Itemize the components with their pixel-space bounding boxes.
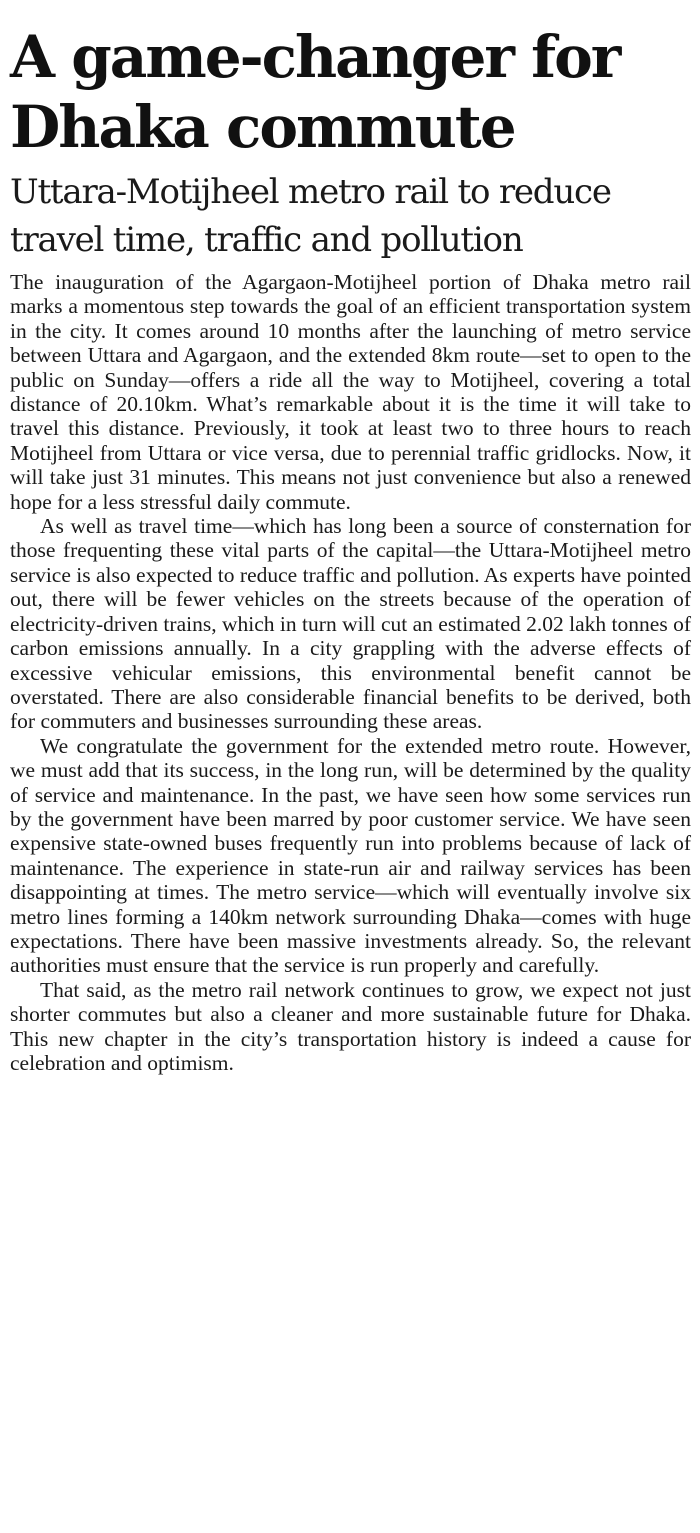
paragraph-4: That said, as the metro rail network continues to grow, we expect not just shorter commutes but also a cleaner and more sustainable future for Dhaka. This new chapter in the city’s transportation history is indeed a cause for celebration and optimism. bbox=[10, 977, 691, 1075]
headline: A game-changer for Dhaka commute bbox=[10, 23, 620, 161]
paragraph-2: As well as travel time—which has long been a source of consternation for those frequenting these vital parts of the capital—the Uttara-Motijheel metro service is also expected to reduce traffic and pollution. As experts have pointed out, there will be fewer vehicles on the streets because of the operation of electricity-driven trains, which in turn will cut an estimated 2.02 lakh tonnes of carbon emissions annually. In a city grappling with the adverse effects of excessive vehicular emissions, this environmental benefit cannot be overstated. There are also considerable financial benefits to be derived, both for commuters and businesses surrounding these areas. bbox=[10, 514, 691, 734]
article-body bbox=[10, 270, 691, 1075]
paragraph-3: We congratulate the government for the extended metro route. However, we must add that its success, in the long run, will be determined by the quality of service and maintenance. In the past, we have seen how some services run by the government have been marred by poor customer service. We have seen expensive state-owned buses frequently run into problems because of lack of maintenance. The experience in state-run air and railway services has been disappointing at times. The metro service—which will eventually involve six metro lines forming a 140km network surrounding Dhaka—comes with huge expectations. There have been massive investments already. So, the relevant authorities must ensure that the service is run properly and carefully. bbox=[10, 733, 691, 978]
paragraph-1: The inauguration of the Agargaon-Motijheel portion of Dhaka metro rail marks a momentous step towards the goal of an efficient transportation system in the city. It comes around 10 months after the launching of metro service between Uttara and Agargaon, and the extended 8km route—set to open to the public on Sunday—offers a ride all the way to Motijheel, covering a total distance of 20.10km. What’s remarkable about it is the time it will take to travel this distance. Previously, it took at least two to three hours to reach Motijheel from Uttara or vice versa, due to perennial traffic gridlocks. Now, it will take just 31 minutes. This means not just convenience but also a renewed hope for a less stressful daily commute. bbox=[10, 270, 691, 514]
article bbox=[10, 0, 691, 1075]
subheadline: Uttara-Motijheel metro rail to reduce travel time, traffic and pollution bbox=[10, 172, 611, 260]
